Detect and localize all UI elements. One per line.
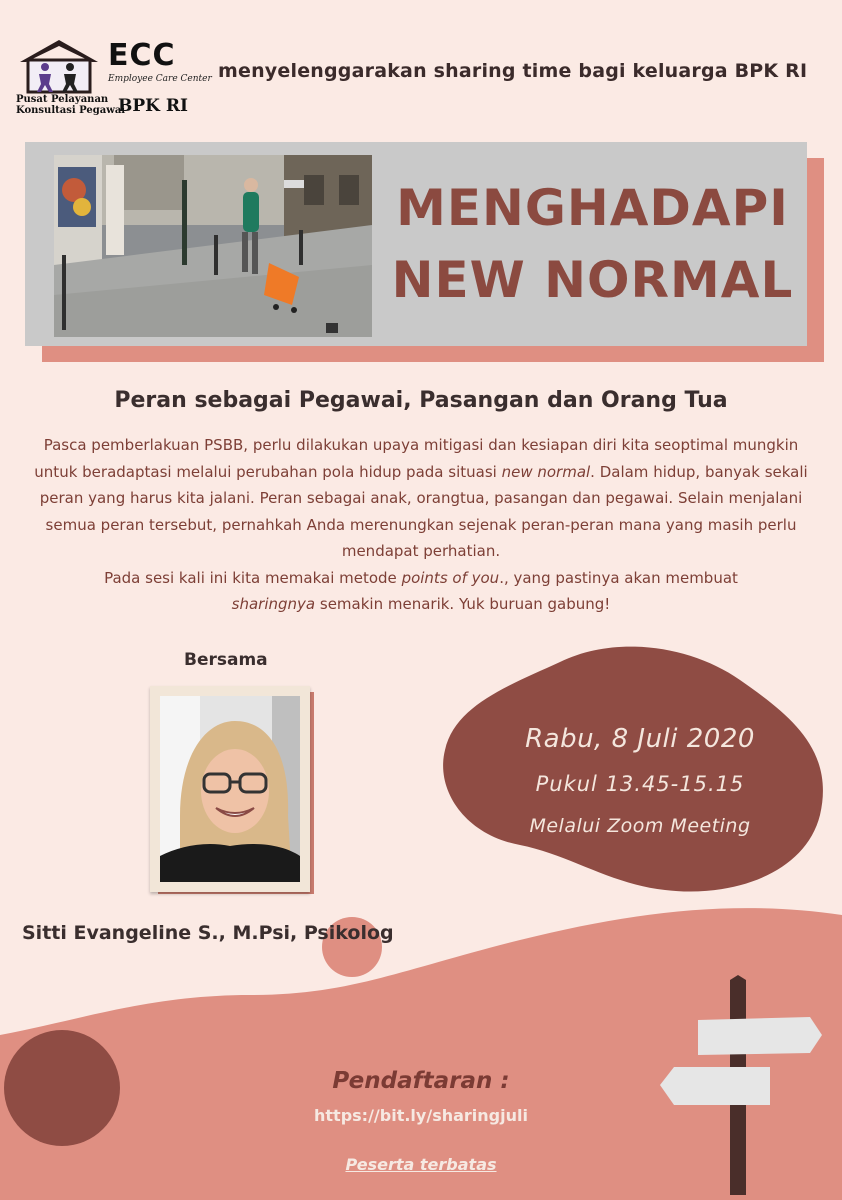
paragraph-emphasis-1: new normal [501, 462, 591, 481]
paragraph2-emphasis-1: points of you [401, 568, 500, 587]
logo-org-line1: Pusat Pelayanan [16, 94, 109, 105]
event-platform: Melalui Zoom Meeting [529, 815, 751, 837]
logo-org-short: BPK RI [118, 96, 188, 116]
portrait-frame [150, 686, 310, 892]
headline-line1: MENGHADAPI [396, 179, 789, 237]
paragraph-text-2: . Dalam hidup, banyak sekali peran yang harus kita jalani. Peran sebagai anak, orangtua, pasangan dan pegawai. Selain menjalani semua peran tersebut, pernahkah Anda merenungkan sejenak peran-peran mana yang masih perlu mendapat perhatian. [39, 462, 808, 560]
street-photo [54, 155, 372, 337]
description-paragraph [30, 432, 812, 618]
logo-subtitle: Employee Care Center [108, 74, 212, 84]
logo-org-name [16, 94, 125, 116]
speaker-photo [160, 696, 300, 882]
event-time: Pukul 13.45-15.15 [535, 772, 745, 796]
paragraph2-text-2: ., yang pastinya akan membuat [499, 568, 738, 587]
registration-link[interactable]: https://bit.ly/sharingjuli [314, 1106, 528, 1125]
paragraph2-text-1: Pada sesi kali ini kita memakai metode [104, 568, 402, 587]
registration-label: Pendaftaran : [332, 1068, 510, 1094]
paragraph2-text-3: semakin menarik. Yuk buruan gabung! [315, 595, 611, 613]
tagline: menyelenggarakan sharing time bagi keluarga BPK RI [218, 60, 808, 82]
house-family-icon [16, 38, 102, 96]
paragraph-text-1: Pasca pemberlakuan PSBB, perlu dilakukan upaya mitigasi dan kesiapan diri kita seoptimal mungkin untuk beradaptasi melalui perubahan pola hidup pada situasi [34, 436, 799, 481]
paragraph2-emphasis-2: sharingnya [231, 595, 316, 613]
logo-acronym: ECC [108, 38, 176, 73]
speaker-name: Sitti Evangeline S., M.Psi, Psikolog [22, 922, 394, 944]
headline-line2: NEW NORMAL [391, 251, 794, 309]
headline [390, 172, 795, 316]
subtitle: Peran sebagai Pegawai, Pasangan dan Orang Tua [114, 388, 728, 413]
speaker-label: Bersama [184, 650, 268, 670]
limited-seats-note: Peserta terbatas [345, 1155, 497, 1174]
ecc-logo [16, 38, 212, 118]
event-info-blob [440, 640, 830, 900]
signpost-icon [650, 975, 830, 1195]
event-date: Rabu, 8 Juli 2020 [525, 724, 755, 754]
logo-org-line2: Konsultasi Pegawai [16, 105, 126, 116]
